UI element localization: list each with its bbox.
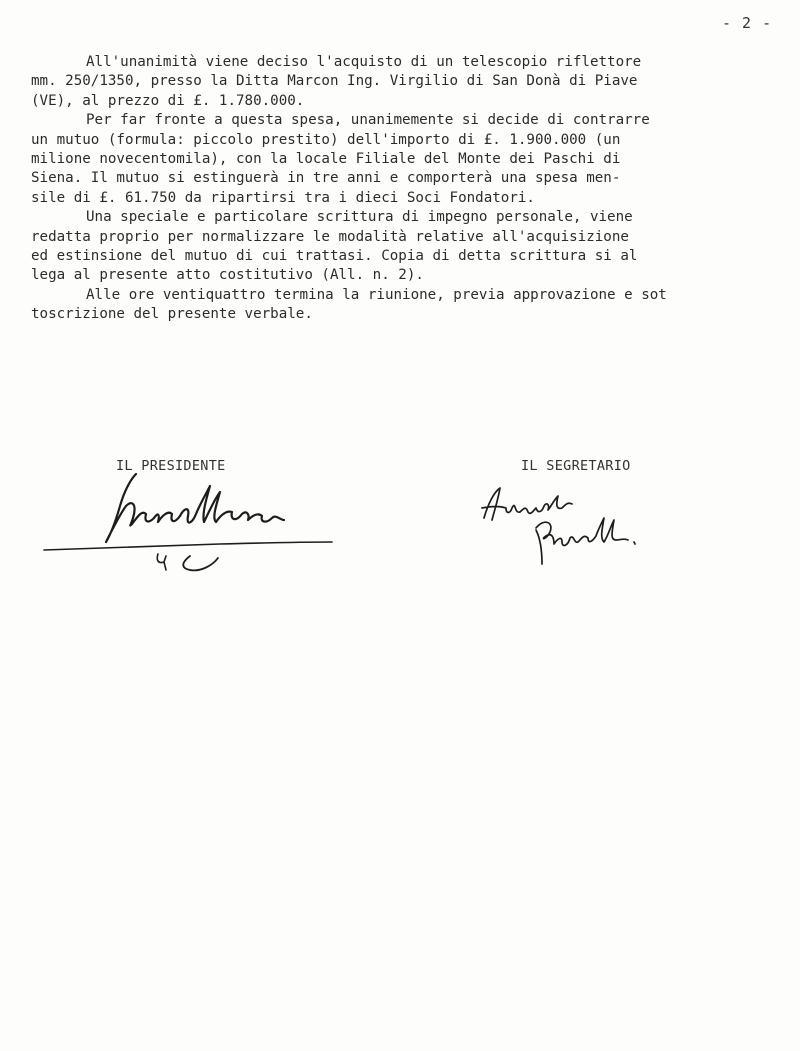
text-line: sile di £. 61.750 da ripartirsi tra i dieci Soci Fondatori. [31, 189, 535, 206]
page-number: - 2 - [722, 14, 773, 32]
president-signature [40, 470, 340, 580]
text-line: (VE), al prezzo di £. 1.780.000. [31, 92, 305, 109]
text-line: lega al presente atto costitutivo (All. n. 2). [31, 267, 424, 284]
text-line: Per far fronte a questa spesa, unanimemente si decide di contrarre [86, 112, 650, 129]
text-line: milione novecentomila), con la locale Filiale del Monte dei Paschi di [31, 151, 621, 168]
secretary-signature [470, 478, 650, 573]
text-line: ed estinsione del mutuo di cui trattasi. Copia di detta scrittura si al [31, 248, 638, 265]
text-line: mm. 250/1350, presso la Ditta Marcon Ing. Virgilio di San Donà di Piave [31, 73, 638, 90]
text-line: toscrizione del presente verbale. [31, 306, 313, 323]
document-body [31, 53, 776, 325]
text-line: Una speciale e particolare scrittura di impegno personale, viene [86, 209, 633, 226]
text-line: redatta proprio per normalizzare le modalità relative all'acquisizione [31, 228, 629, 245]
secretary-label: IL SEGRETARIO [521, 458, 631, 474]
text-line: Alle ore ventiquattro termina la riunione, previa approvazione e sot [86, 286, 667, 303]
text-line: All'unanimità viene deciso l'acquisto di un telescopio riflettore [86, 54, 642, 70]
text-line: un mutuo (formula: piccolo prestito) dell'importo di £. 1.900.000 (un [31, 131, 621, 148]
text-line: Siena. Il mutuo si estinguerà in tre anni e comporterà una spesa men- [31, 170, 621, 187]
president-label: IL PRESIDENTE [116, 458, 226, 474]
